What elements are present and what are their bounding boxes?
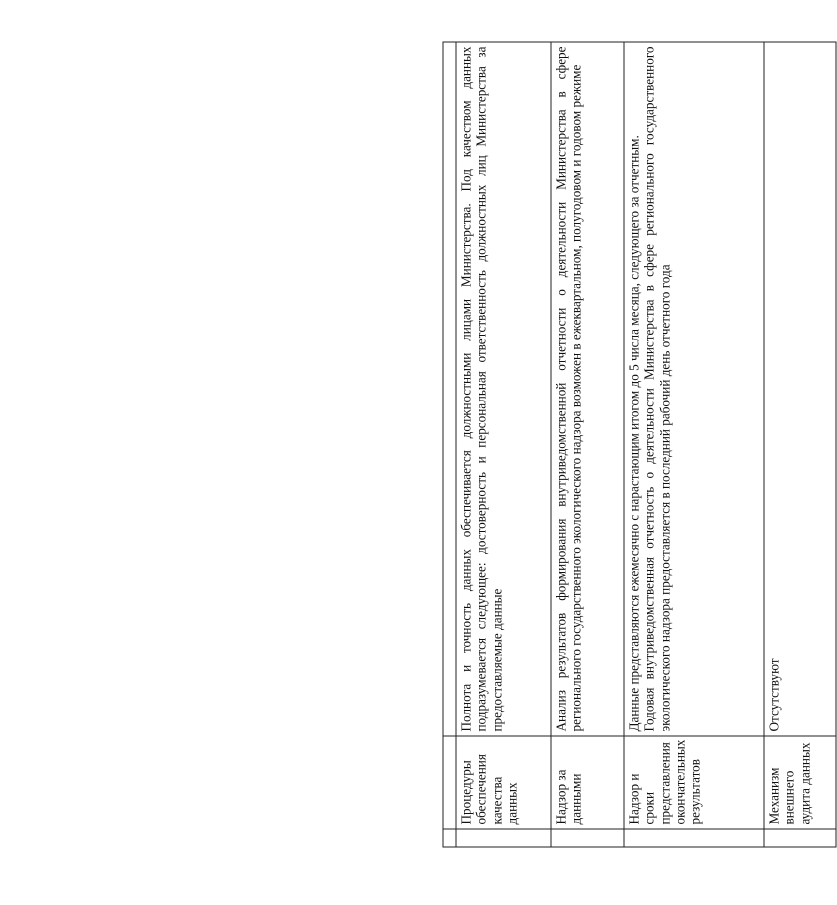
row-text: Отсутствуют [764, 42, 836, 736]
row-label: Надзор и сроки представления окончательных результатов [624, 736, 764, 829]
row-label: Процедуры обеспечения качества данных [456, 736, 551, 829]
row-text: Данные представляются ежемесячно с нарастающим итогом до 5 числа месяца, следующего за отчетным. [626, 135, 642, 732]
row-spacer-cell [551, 829, 624, 847]
header-cell-empty [443, 736, 456, 829]
data-quality-table [443, 42, 837, 848]
row-spacer-cell [456, 829, 551, 847]
row-text: Анализ результатов формирования внутриведомственной отчетности о деятельности Министерства в сфере регионального государственного экологического надзора возможен в ежеквартальном, полугодовом и годовом режиме [551, 42, 624, 736]
row-text-cell [624, 42, 764, 736]
rotated-table-wrapper [443, 43, 823, 848]
table-row [764, 42, 836, 847]
table-row [624, 42, 764, 847]
table-row [456, 42, 551, 847]
header-cell-empty [443, 829, 456, 847]
row-spacer-cell [624, 829, 764, 847]
table-row [551, 42, 624, 847]
row-spacer-cell [764, 829, 836, 847]
row-text: Полнота и точность данных обеспечивается должностными лицами Министерства. Под качеством данных подразумевается следующее: достоверность и персональная ответственность должностных лиц Министерства за предоставляемые данные [456, 42, 551, 736]
table-header-row [443, 42, 456, 847]
row-text-continued: Годовая внутриведомственная отчетность о деятельности Министерства в сфере регионального государственного экологического надзора предоставляется в последний рабочий день отчетного года [641, 46, 673, 732]
header-cell-empty [443, 42, 456, 736]
row-label: Механизм внешнего аудита данных [764, 736, 836, 829]
row-label: Надзор за данными [551, 736, 624, 829]
